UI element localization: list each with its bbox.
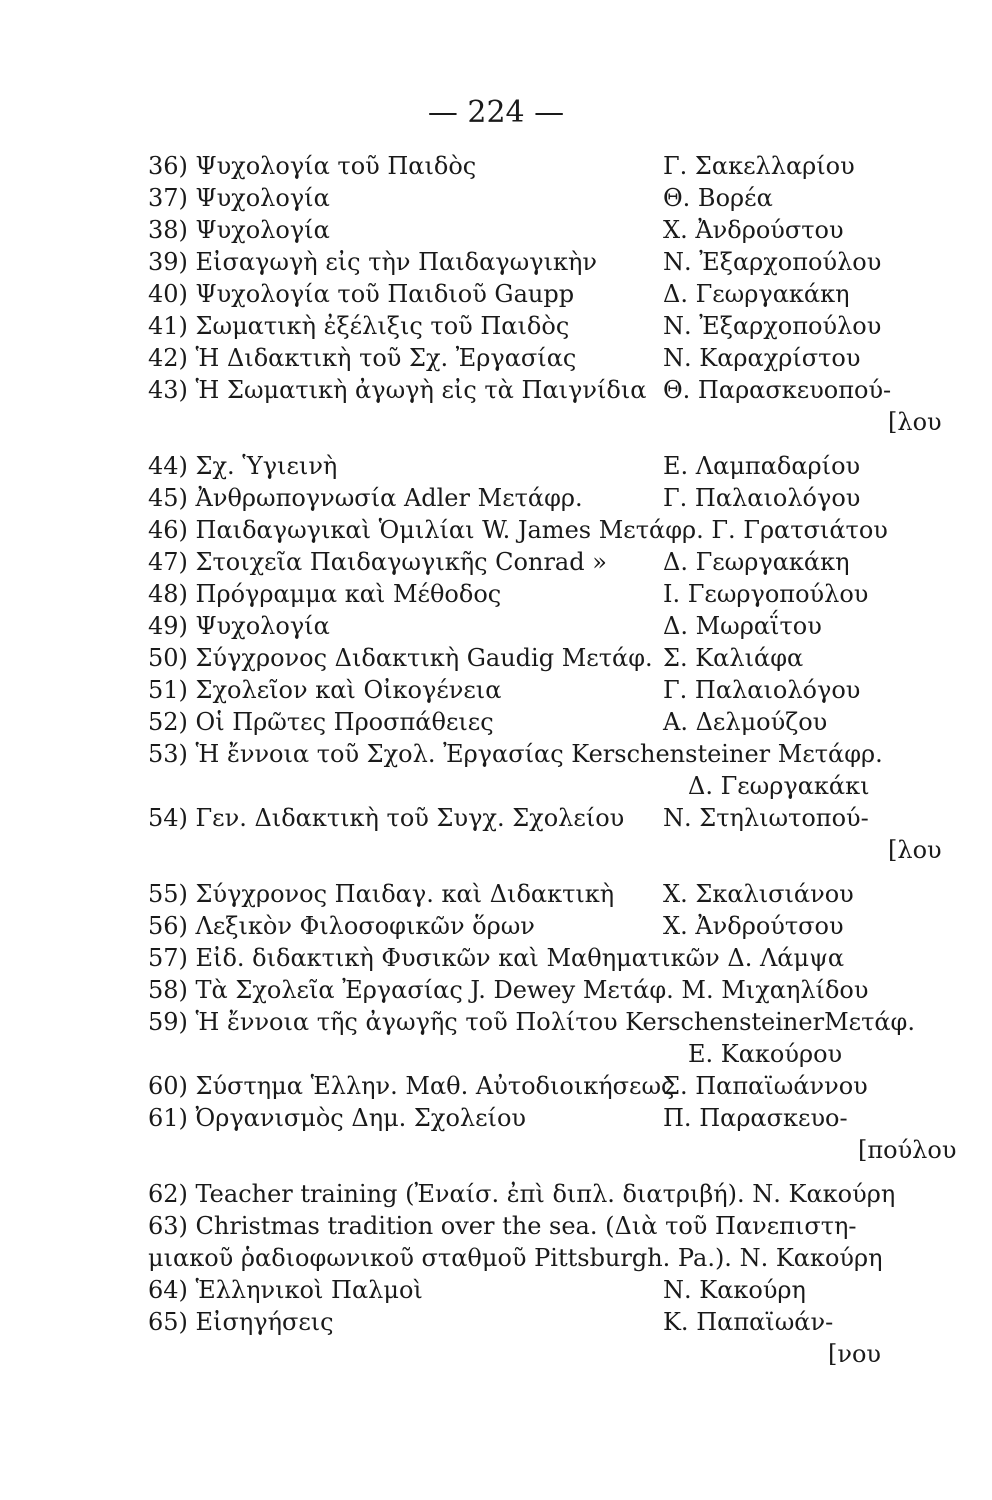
entry-title: 36) Ψυχολογία τοῦ Παιδὸς xyxy=(148,152,477,180)
list-item xyxy=(148,214,898,246)
entry-title: 60) Σύστημα Ἑλλην. Μαθ. Αὐτοδιοικήσεως xyxy=(148,1072,675,1100)
entry-title: 45) Ἀνθρωπογνωσία Adler Μετάφρ. xyxy=(148,484,583,512)
entry-title: 64) Ἑλληνικοὶ Παλμοὶ xyxy=(148,1276,423,1304)
entry-title: 49) Ψυχολογία xyxy=(148,612,330,640)
entry-title: 50) Σύγχρονος Διδακτικὴ Gaudig Μετάφ. xyxy=(148,644,653,672)
entry-title: 41) Σωματικὴ ἐξέλιξις τοῦ Παιδὸς xyxy=(148,312,570,340)
entry-text: 59) Ἡ ἔννοια τῆς ἀγωγῆς τοῦ Πολίτου KerschensteinerΜετάφ. xyxy=(148,1008,915,1036)
list-item xyxy=(148,1210,898,1242)
entry-continuation xyxy=(148,834,942,866)
spacer xyxy=(148,1166,898,1178)
list-item xyxy=(148,1070,898,1102)
bibliography-list xyxy=(148,150,957,1370)
list-item xyxy=(148,374,898,406)
entry-text: 46) Παιδαγωγικαὶ Ὁμιλίαι W. James Μετάφρ. Γ. Γρατσιάτου xyxy=(148,516,888,544)
list-item xyxy=(148,942,898,974)
entry-author: Δ. Γεωργακάκη xyxy=(663,548,850,576)
spacer xyxy=(148,438,898,450)
continuation-text: Ε. Κακούρου xyxy=(688,1040,843,1068)
entry-author: Ι. Γεωργοπούλου xyxy=(663,580,869,608)
entry-author: Α. Δελμούζου xyxy=(663,708,828,736)
entry-title: 38) Ψυχολογία xyxy=(148,216,330,244)
continuation-text: [λου xyxy=(888,836,942,864)
list-item xyxy=(148,150,898,182)
entry-title: 37) Ψυχολογία xyxy=(148,184,330,212)
entry-title: 47) Στοιχεῖα Παιδαγωγικῆς Conrad » xyxy=(148,548,607,576)
entry-title: 43) Ἡ Σωματικὴ ἀγωγὴ εἰς τὰ Παιγνίδια xyxy=(148,376,647,404)
list-item xyxy=(148,246,898,278)
entry-author: Θ. Παρασκευοπού- xyxy=(663,376,892,404)
list-item xyxy=(148,1306,898,1338)
entry-title: 56) Λεξικὸν Φιλοσοφικῶν ὅρων xyxy=(148,912,535,940)
list-item xyxy=(148,802,898,834)
list-item xyxy=(148,310,898,342)
entry-author: Χ. Ἀνδρούστου xyxy=(663,216,844,244)
list-item xyxy=(148,482,898,514)
list-item xyxy=(148,738,898,770)
entry-text: 58) Τὰ Σχολεῖα Ἐργασίας J. Dewey Μετάφ. Μ. Μιχαηλίδου xyxy=(148,976,869,1004)
continuation-text: Δ. Γεωργακάκι xyxy=(688,772,870,800)
list-item xyxy=(148,342,898,374)
entry-title: 65) Εἰσηγήσεις xyxy=(148,1308,334,1336)
entry-title: 55) Σύγχρονος Παιδαγ. καὶ Διδακτικὴ xyxy=(148,880,615,908)
entry-author: Κ. Παπαϊωάν- xyxy=(663,1308,834,1336)
entry-title: 61) Ὀργανισμὸς Δημ. Σχολείου xyxy=(148,1104,526,1132)
page-number: — 224 — xyxy=(427,95,565,130)
entry-author: Ε. Λαμπαδαρίου xyxy=(663,452,861,480)
list-item xyxy=(148,278,898,310)
entry-continuation xyxy=(148,1038,898,1070)
spacer xyxy=(148,866,898,878)
list-item xyxy=(148,974,898,1006)
list-item xyxy=(148,546,898,578)
entry-title: 44) Σχ. Ὑγιεινὴ xyxy=(148,452,338,480)
list-item xyxy=(148,642,898,674)
entry-author: Γ. Παλαιολόγου xyxy=(663,676,861,704)
entry-text: 57) Εἰδ. διδακτικὴ Φυσικῶν καὶ Μαθηματικῶν Δ. Λάμψα xyxy=(148,944,845,972)
list-item xyxy=(148,1242,898,1274)
entry-title: 42) Ἡ Διδακτικὴ τοῦ Σχ. Ἐργασίας xyxy=(148,344,577,372)
entry-title: 54) Γεν. Διδακτικὴ τοῦ Συγχ. Σχολείου xyxy=(148,804,625,832)
entry-author: Ν. Ἐξαρχοπούλου xyxy=(663,312,882,340)
list-item xyxy=(148,1274,898,1306)
entry-text: 63) Christmas tradition over the sea. (Διὰ τοῦ Πανεπιστη- xyxy=(148,1212,857,1240)
list-item xyxy=(148,578,898,610)
entry-author: Θ. Βορέα xyxy=(663,184,773,212)
list-item xyxy=(148,878,898,910)
list-item xyxy=(148,674,898,706)
entry-text: 62) Teacher training (Ἐναίσ. ἐπὶ διπλ. διατριβή). Ν. Κακούρη xyxy=(148,1180,896,1208)
list-item xyxy=(148,1006,915,1038)
entry-author: Ν. Στηλιωτοπού- xyxy=(663,804,869,832)
entry-title: 51) Σχολεῖον καὶ Οἰκογένεια xyxy=(148,676,502,704)
continuation-text: [πούλου xyxy=(858,1136,957,1164)
entry-author: Π. Παρασκευο- xyxy=(663,1104,848,1132)
list-item xyxy=(148,1102,898,1134)
entry-author: Ν. Κακούρη xyxy=(663,1276,806,1304)
entry-title: 39) Εἰσαγωγὴ εἰς τὴν Παιδαγωγικὴν xyxy=(148,248,597,276)
entry-author: Γ. Σακελλαρίου xyxy=(663,152,855,180)
list-item xyxy=(148,910,898,942)
list-item xyxy=(148,182,898,214)
entry-author: Χ. Σκαλισιάνου xyxy=(663,880,854,908)
entry-author: Σ. Καλιάφα xyxy=(663,644,804,672)
entry-author: Ν. Καραχρίστου xyxy=(663,344,861,372)
entry-author: Δ. Μωραΐτου xyxy=(663,612,822,640)
list-item xyxy=(148,514,898,546)
entry-title: 48) Πρόγραμμα καὶ Μέθοδος xyxy=(148,580,502,608)
entry-text: μιακοῦ ῥαδιοφωνικοῦ σταθμοῦ Pittsburgh. Pa.). Ν. Κακούρη xyxy=(148,1244,883,1272)
entry-author: Δ. Γεωργακάκη xyxy=(663,280,850,308)
entry-text: 53) Ἡ ἔννοια τοῦ Σχολ. Ἐργασίας Kerschensteiner Μετάφρ. xyxy=(148,740,883,768)
list-item xyxy=(148,706,898,738)
continuation-text: [λου xyxy=(888,408,942,436)
entry-title: 40) Ψυχολογία τοῦ Παιδιοῦ Gaupp xyxy=(148,280,575,308)
entry-continuation xyxy=(148,770,898,802)
continuation-text: [νου xyxy=(828,1340,881,1368)
entry-author: Γ. Παλαιολόγου xyxy=(663,484,861,512)
entry-author: Ν. Ἐξαρχοπούλου xyxy=(663,248,882,276)
list-item xyxy=(148,450,898,482)
entry-author: Σ. Παπαϊωάννου xyxy=(663,1072,868,1100)
entry-continuation xyxy=(148,406,942,438)
entry-title: 52) Οἱ Πρῶτες Προσπάθειες xyxy=(148,708,494,736)
list-item xyxy=(148,1178,898,1210)
entry-author: Χ. Ἀνδρούτσου xyxy=(663,912,844,940)
list-item xyxy=(148,610,898,642)
entry-continuation xyxy=(148,1338,898,1370)
entry-continuation xyxy=(148,1134,957,1166)
